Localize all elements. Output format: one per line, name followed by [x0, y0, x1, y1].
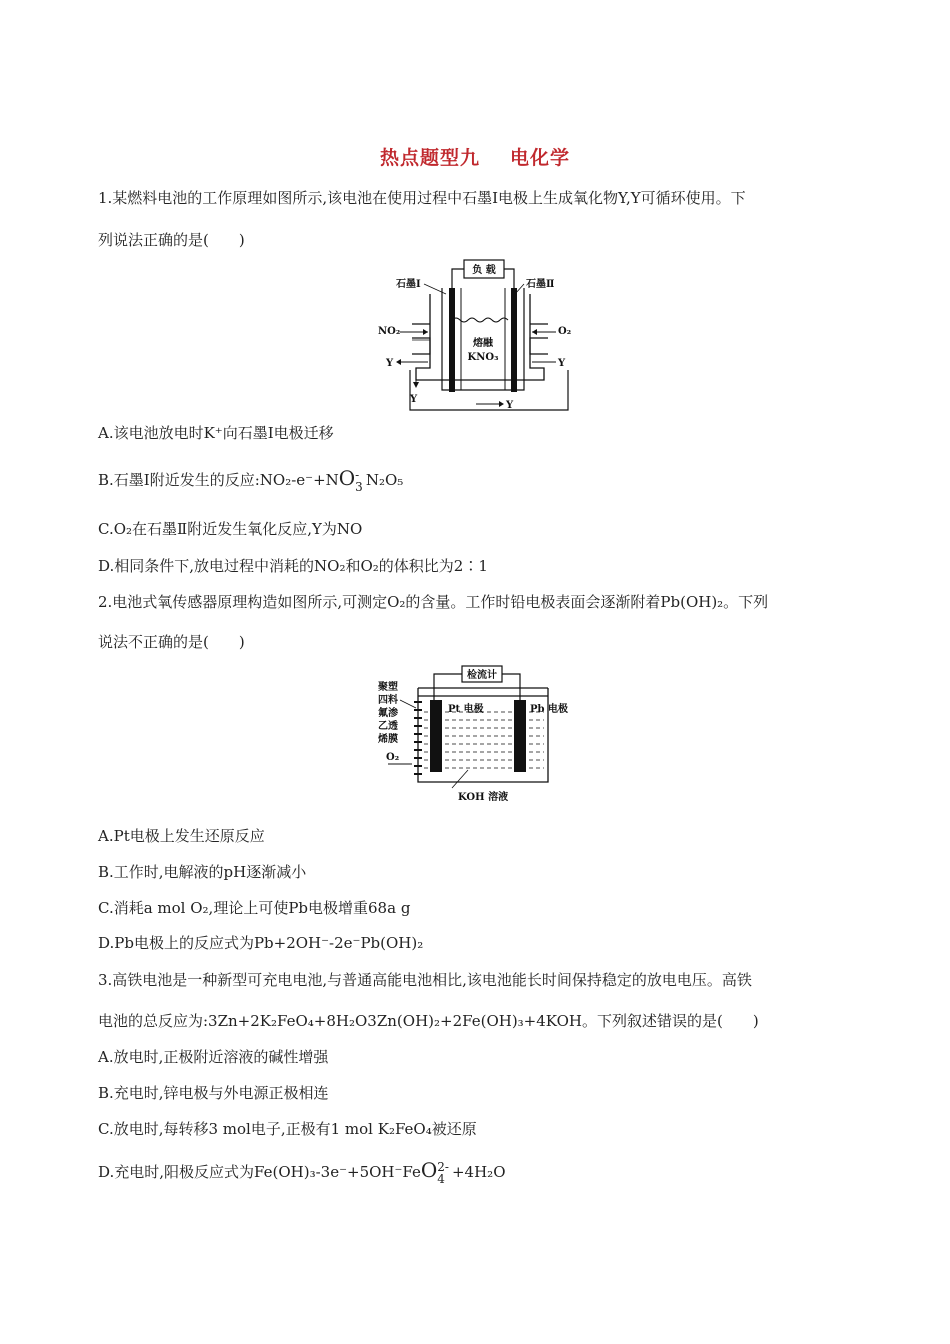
q3-option-d: D.充电时,阳极反应式为Fe(OH)₃-3e⁻+5OH⁻FeO 2- 4 +4H₂O: [98, 1158, 506, 1186]
q3-option-c: C.放电时,每转移3 mol电子,正极有1 mol K₂FeO₄被还原: [98, 1120, 477, 1138]
membrane-label-4: 乙透: [378, 721, 398, 732]
graphite-2-electrode: [511, 288, 517, 392]
q3-stem-line1: 3.高铁电池是一种新型可充电电池,与普通高能电池相比,该电池能长时间保持稳定的放电电压。高铁: [98, 971, 752, 989]
melt-label: 熔融: [473, 338, 493, 349]
q2-option-d: D.Pb电极上的反应式为Pb+2OH⁻-2e⁻Pb(OH)₂: [98, 934, 424, 952]
pt-electrode: [430, 700, 442, 772]
load-label: 负 载: [472, 265, 496, 276]
q1-option-a: A.该电池放电时K⁺向石墨Ⅰ电极迁移: [98, 424, 334, 442]
oxygen-sensor-diagram: [372, 660, 582, 802]
q3-option-b: B.充电时,锌电极与外电源正极相连: [98, 1084, 329, 1102]
membrane-label-2: 四料: [378, 695, 398, 706]
title-left: 热点题型九: [379, 147, 480, 169]
koh-label: KOH 溶液: [458, 792, 509, 802]
q2-stem-line1: 2.电池式氧传感器原理构造如图所示,可测定O₂的含量。工作时铅电极表面会逐渐附着Pb(OH)₂。下列: [98, 593, 769, 611]
pt-electrode-label: Pt 电极: [448, 704, 484, 715]
graphite-2-label: 石墨Ⅱ: [526, 279, 555, 290]
membrane-label-1: 聚塑: [378, 682, 398, 693]
meter-label: 检流计: [467, 670, 497, 681]
membrane-label-5: 烯膜: [378, 734, 398, 745]
q1-stem-line2: 列说法正确的是( ): [98, 231, 245, 249]
q1-option-b: B.石墨Ⅰ附近发生的反应:NO₂-e⁻+NO - 3 N₂O₅: [98, 466, 404, 494]
q2-option-a: A.Pt电极上发生还原反应: [98, 827, 265, 845]
pb-electrode: [514, 700, 526, 772]
kno3-label: KNO₃: [467, 352, 499, 363]
q3-option-a: A.放电时,正极附近溶液的碱性增强: [98, 1048, 329, 1066]
no2-label: NO₂: [378, 326, 401, 337]
q2-option-b: B.工作时,电解液的pH逐渐减小: [98, 863, 307, 881]
y-out-right-label: Y: [558, 358, 566, 369]
q2-stem-line2: 说法不正确的是( ): [98, 633, 245, 651]
y-out-left-label: Y: [386, 358, 394, 369]
pb-electrode-label: Pb 电极: [530, 704, 568, 715]
q2-option-c: C.消耗a mol O₂,理论上可使Pb电极增重68a g: [98, 899, 411, 917]
q1-option-c: C.O₂在石墨Ⅱ附近发生氧化反应,Y为NO: [98, 520, 363, 538]
title-right: 电化学: [510, 147, 571, 169]
membrane-label-3: 氟渗: [378, 708, 398, 719]
y-loop-bottom-label: Y: [506, 400, 514, 411]
page-title: [0, 143, 950, 170]
fuel-cell-diagram: [372, 258, 582, 414]
graphite-1-electrode: [449, 288, 455, 392]
y-loop-left-label: Y: [410, 394, 418, 405]
q1-option-d: D.相同条件下,放电过程中消耗的NO₂和O₂的体积比为2∶1: [98, 557, 488, 575]
q3-stem-line2: 电池的总反应为:3Zn+2K₂FeO₄+8H₂O3Zn(OH)₂+2Fe(OH)₃+4KOH。下列叙述错误的是( ): [98, 1012, 759, 1030]
graphite-1-label: 石墨Ⅰ: [396, 279, 421, 290]
q1-stem-line1: 1.某燃料电池的工作原理如图所示,该电池在使用过程中石墨Ⅰ电极上生成氧化物Y,Y可循环使用。下: [98, 189, 746, 207]
o2-inlet-label: O₂: [386, 752, 400, 763]
o2-label: O₂: [558, 326, 572, 337]
